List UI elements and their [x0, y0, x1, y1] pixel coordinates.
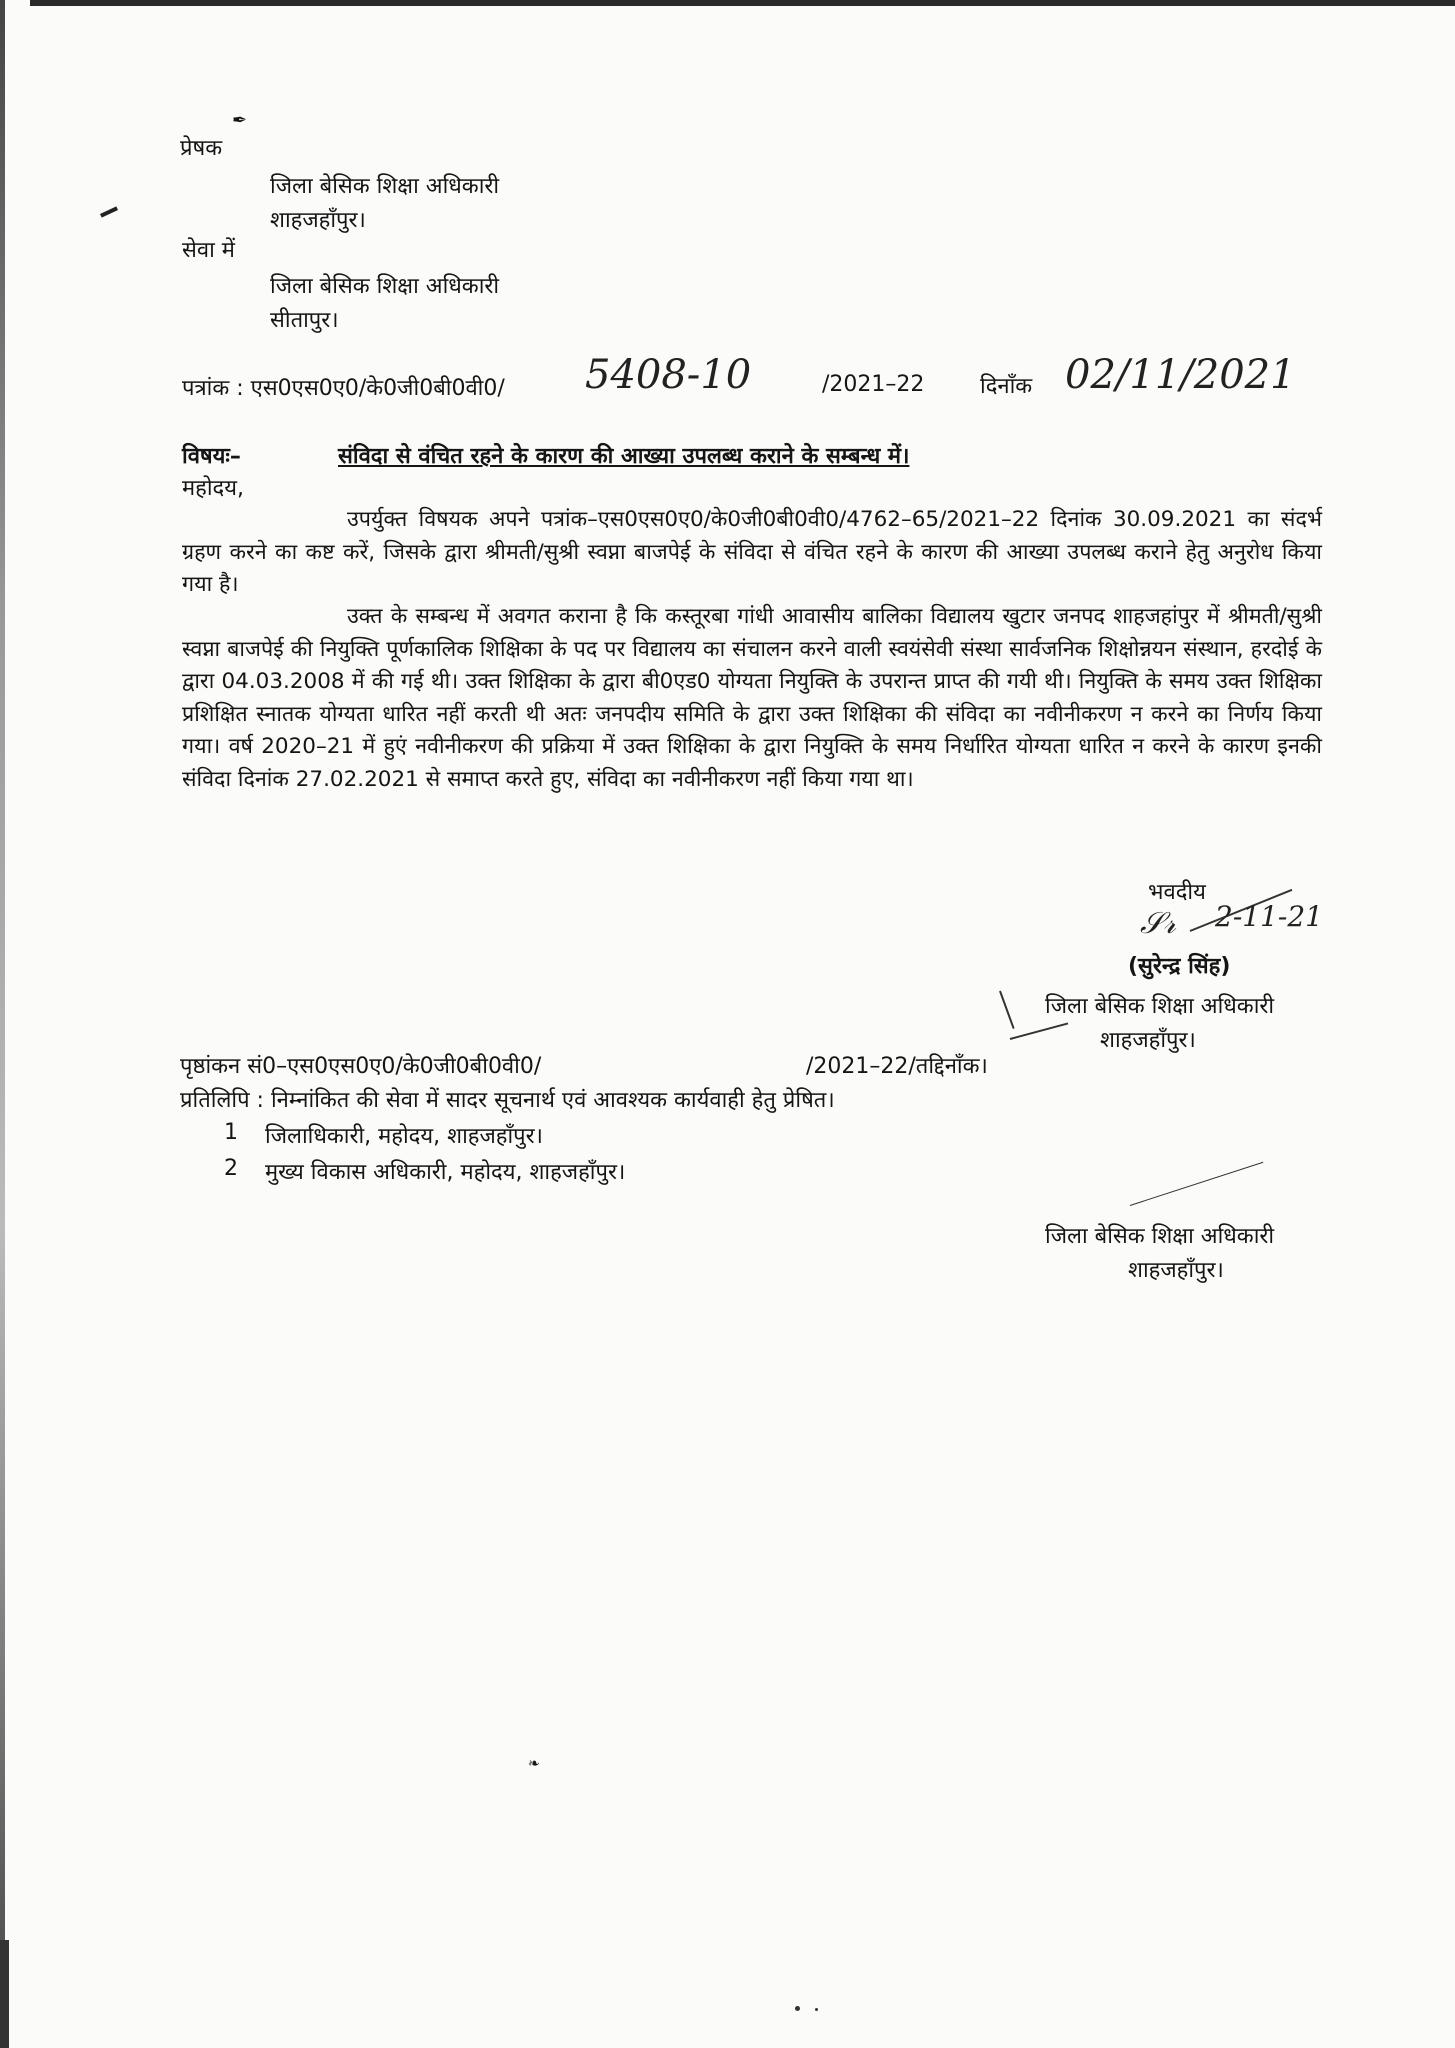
body-paragraph-1 [182, 504, 1322, 602]
reference-prefix: पत्रांक : एस0एस0ए0/के0जी0बी0वी0/ [182, 376, 505, 401]
endorsement-number-prefix: पृष्ठांकन सं0–एस0एस0ए0/के0जी0बी0वी0/ [180, 1054, 542, 1079]
paragraph-2-text: उक्त के सम्बन्ध में अवगत कराना है कि कस्तूरबा गांधी आवासीय बालिका विद्यालय खुटार जनपद शाहजहांपुर में श्रीमती/सुश्री स्वप्ना बाजपेई की नियुक्ति पूर्णकालिक शिक्षिका के पद पर विद्यालय का संचालन करने वाली स्वयंसेवी संस्था सार्वजनिक शिक्षोन्नयन संस्थान, हरदोई के द्वारा 04.03.2008 में की गई थी। उक्त शिक्षिका के द्वारा बी0एड0 योग्यता नियुक्ति के उपरान्त प्राप्त की गयी थी। नियुक्ति के समय उक्त शिक्षिका प्रशिक्षित स्नातक योग्यता धारित नहीं करती थी अतः जनपदीय समिति के द्वारा उक्त शिक्षिका की संविदा का नवीनीकरण न करने का निर्णय किया गया। वर्ष 2020–21 में हुएं नवीनीकरण की प्रक्रिया में उक्त शिक्षिका के द्वारा नियुक्ति के समय निर्धारित योग्यता धारित न करने के कारण इनकी संविदा दिनांक 27.02.2021 से समाप्त करते हुए, संविदा का नवीनीकरण नहीं किया गया था। [182, 604, 1322, 792]
endorsement-item-1-text: जिलाधिकारी, महोदय, शाहजहाँपुर। [265, 1124, 543, 1149]
scan-edge-top [30, 0, 1455, 6]
signature-designation: जिला बेसिक शिक्षा अधिकारी [1045, 994, 1275, 1019]
endorsement-number-suffix: /2021–22/तद्दिनाँक। [806, 1054, 988, 1079]
sender-place: शाहजहाँपुर। [270, 208, 366, 233]
signature-handwritten-date: 2-11-21 [1215, 900, 1323, 933]
signature-place: शाहजहाँपुर। [1100, 1028, 1196, 1053]
signature-closing: भवदीय [1148, 880, 1206, 905]
body-paragraph-2 [182, 601, 1322, 796]
recipient-designation: जिला बेसिक शिक्षा अधिकारी [270, 274, 500, 299]
subject-label: विषयः– [182, 444, 241, 469]
bottom-place: शाहजहाँपुर। [1128, 1258, 1224, 1283]
signature-scribble: 𝒮𝓇 [1140, 906, 1176, 941]
reference-handwritten-number: 5408-10 [585, 352, 752, 398]
initial-mark [999, 991, 1015, 1029]
stray-mark [100, 206, 118, 217]
sender-designation: जिला बेसिक शिक्षा अधिकारी [270, 174, 500, 199]
dot-mark [795, 2006, 800, 2011]
reference-date-label: दिनाँक [980, 374, 1033, 399]
pen-mark-icon: ✒ [232, 110, 248, 131]
sender-label: प्रेषक [180, 136, 223, 161]
scan-edge-left [0, 0, 5, 2048]
stray-mark-bottom: ❧ [528, 1756, 540, 1772]
initial-mark-2 [1010, 1023, 1068, 1040]
endorsement-item-2-num: 2 [224, 1156, 238, 1181]
endorsement-item-1-num: 1 [224, 1120, 238, 1145]
subject-text: संविदा से वंचित रहने के कारण की आख्या उपलब्ध कराने के सम्बन्ध में। [338, 444, 910, 469]
recipient-label: सेवा में [182, 238, 235, 263]
endorsement-copy-line: प्रतिलिपि : निम्नांकित की सेवा में सादर सूचनार्थ एवं आवश्यक कार्यवाही हेतु प्रेषित। [180, 1088, 835, 1113]
bottom-signature-stroke [1130, 1162, 1263, 1206]
endorsement-item-2-text: मुख्य विकास अधिकारी, महोदय, शाहजहाँपुर। [265, 1160, 626, 1185]
recipient-place: सीतापुर। [270, 308, 339, 333]
scan-edge-left-bottom [0, 1940, 9, 2048]
dot-mark-2 [815, 2008, 818, 2011]
signature-name: (सुरेन्द्र सिंह) [1128, 954, 1231, 979]
bottom-designation: जिला बेसिक शिक्षा अधिकारी [1045, 1224, 1275, 1249]
paragraph-1-text: उपर्युक्त विषयक अपने पत्रांक–एस0एस0ए0/के0जी0बी0वी0/4762–65/2021–22 दिनांक 30.09.2021 का संदर्भ ग्रहण करने का कष्ट करें, जिसके द्वारा श्रीमती/सुश्री स्वप्ना बाजपेई के संविदा से वंचित रहने के कारण की आख्या उपलब्ध कराने हेतु अनुरोध किया गया है। [182, 507, 1322, 597]
salutation: महोदय, [182, 476, 244, 501]
reference-year: /2021–22 [822, 372, 925, 397]
reference-handwritten-date: 02/11/2021 [1065, 352, 1296, 398]
